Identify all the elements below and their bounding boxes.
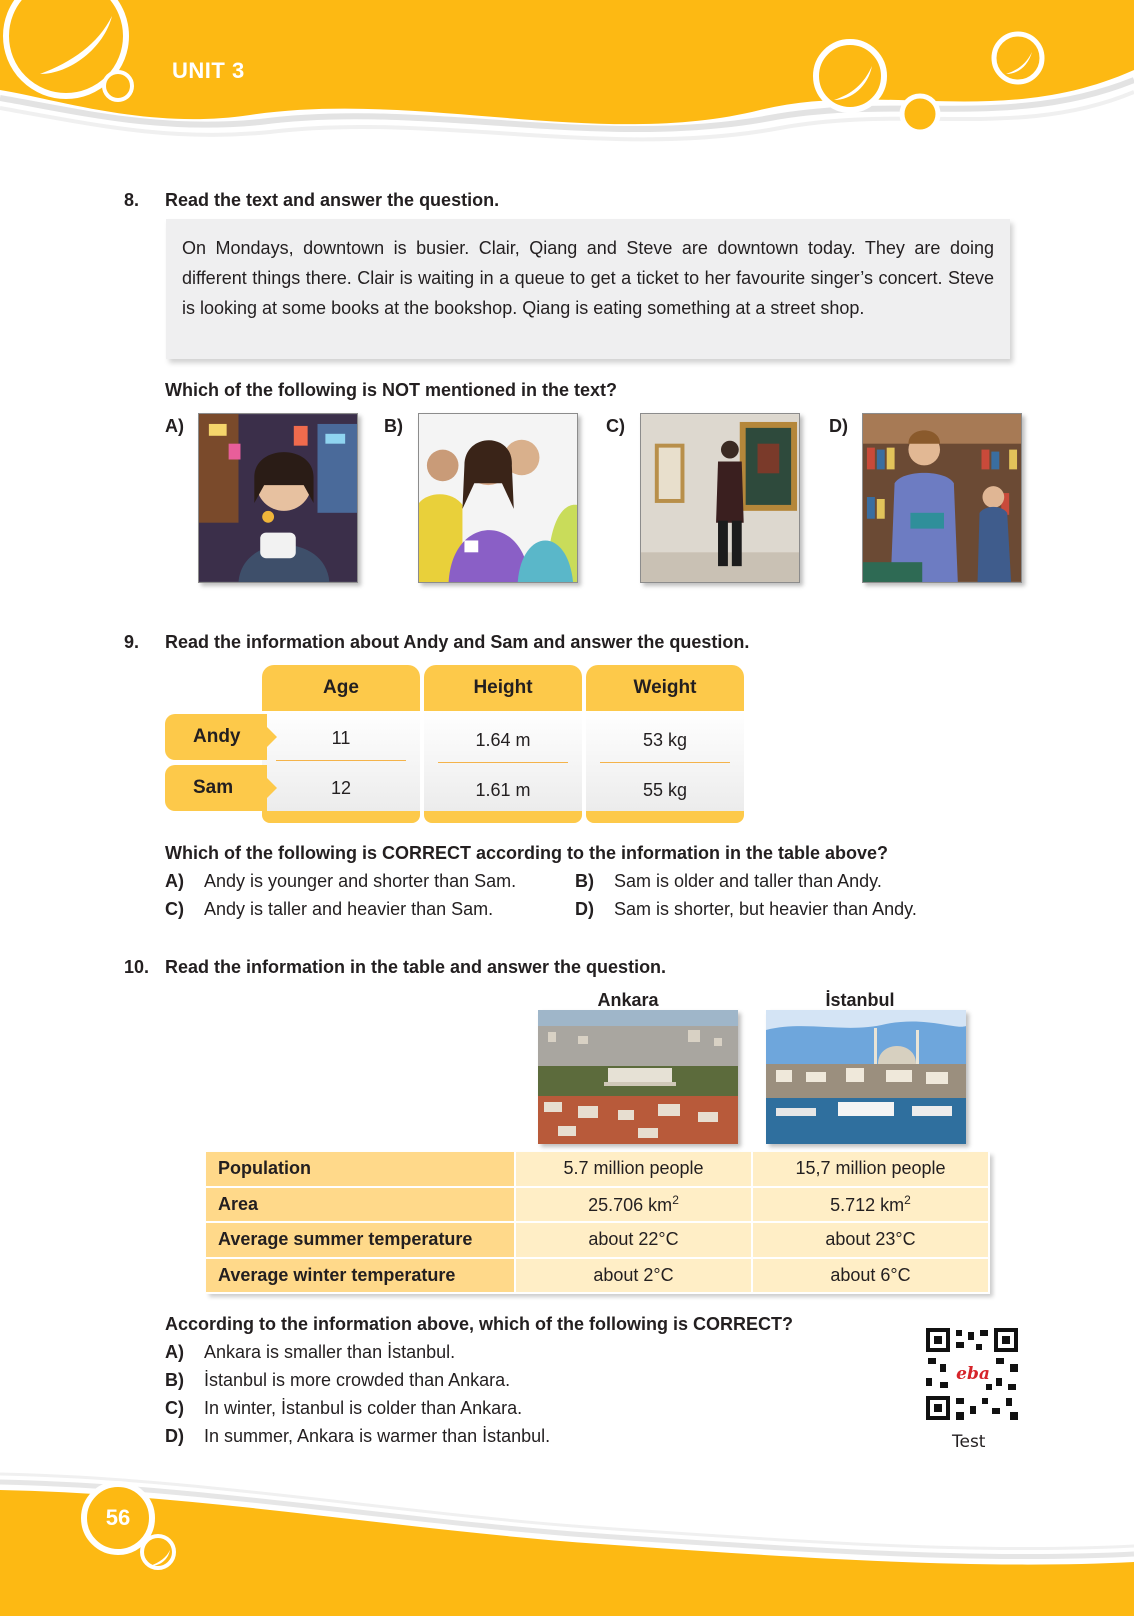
unit-title: UNIT 3: [172, 58, 245, 83]
city-name-ankara: Ankara: [597, 990, 659, 1010]
col-header-weight: Weight: [586, 665, 744, 711]
q10-answer-b-letter[interactable]: B): [165, 1370, 184, 1390]
q10-answer-c-letter[interactable]: C): [165, 1398, 184, 1418]
col-footer: [586, 811, 744, 823]
footer-band: [0, 1470, 1134, 1616]
cell-ankara-summer: about 22°C: [516, 1223, 753, 1259]
q8-option-b[interactable]: B): [384, 416, 403, 436]
table-row: [206, 1188, 990, 1224]
area-unit-exponent: 2: [672, 1192, 679, 1207]
q9-number: 9.: [124, 632, 140, 652]
cell-ankara-area-value: 25.706 km: [588, 1194, 673, 1215]
col-footer: [262, 811, 420, 823]
col-header-age: Age: [262, 665, 420, 711]
cell-andy-weight: 53 kg: [642, 730, 688, 750]
row-label-sam: Sam: [165, 765, 267, 811]
q10-answer-d[interactable]: In summer, Ankara is warmer than İstanbul.: [204, 1426, 551, 1446]
q8-instruction: Read the text and answer the question.: [165, 190, 500, 210]
photo-street-food[interactable]: [198, 413, 358, 583]
cell-andy-height: 1.64 m: [475, 730, 531, 750]
cell-ankara-winter: about 2°C: [516, 1259, 753, 1295]
photo-queue[interactable]: [418, 413, 578, 583]
q9-answer-b[interactable]: Sam is older and taller than Andy.: [614, 871, 882, 891]
eba-logo: eba: [956, 1364, 990, 1384]
q9-answer-a-letter[interactable]: A): [165, 871, 184, 891]
cell-ankara-population: 5.7 million people: [516, 1152, 753, 1188]
row-divider: [600, 762, 730, 763]
q9-answer-c-letter[interactable]: C): [165, 899, 184, 919]
q10-instruction: Read the information in the table and answer the question.: [165, 957, 667, 977]
q8-option-c[interactable]: C): [606, 416, 625, 436]
row-label-area: Area: [206, 1188, 516, 1224]
row-divider: [276, 760, 406, 761]
cell-sam-age: 12: [330, 778, 352, 798]
city-comparison-table: [206, 1152, 990, 1294]
table-row: [206, 1259, 990, 1295]
table-row: [206, 1152, 990, 1188]
cell-andy-age: 11: [331, 728, 351, 748]
q8-number: 8.: [124, 190, 140, 210]
q9-answer-d-letter[interactable]: D): [575, 899, 594, 919]
row-label-winter: Average winter temperature: [206, 1259, 516, 1295]
q10-answer-d-letter[interactable]: D): [165, 1426, 184, 1446]
table-row: [206, 1223, 990, 1259]
qr-code[interactable]: [926, 1328, 1018, 1420]
q9-instruction: Read the information about Andy and Sam and answer the question.: [165, 632, 750, 652]
cell-sam-height: 1.61 m: [475, 780, 531, 800]
page-number: 56: [105, 1505, 131, 1530]
q9-question: Which of the following is CORRECT according to the information in the table above?: [165, 843, 889, 863]
photo-museum[interactable]: [640, 413, 800, 583]
q10-answer-a[interactable]: Ankara is smaller than İstanbul.: [204, 1342, 456, 1362]
city-name-istanbul: İstanbul: [825, 990, 895, 1010]
q10-number: 10.: [124, 957, 150, 977]
q9-answer-c[interactable]: Andy is taller and heavier than Sam.: [204, 899, 494, 919]
row-label-summer: Average summer temperature: [206, 1223, 516, 1259]
q9-answer-d[interactable]: Sam is shorter, but heavier than Andy.: [614, 899, 917, 919]
row-label-andy: Andy: [165, 714, 267, 760]
row-divider: [438, 762, 568, 763]
header-band: [0, 0, 1134, 160]
cell-istanbul-area-value: 5.712 km: [830, 1194, 905, 1215]
cell-istanbul-area: [753, 1188, 990, 1224]
col-footer: [424, 811, 582, 823]
q8-option-d[interactable]: D): [829, 416, 848, 436]
q9-answer-b-letter[interactable]: B): [575, 871, 594, 891]
q10-answer-a-letter[interactable]: A): [165, 1342, 184, 1362]
q8-question: Which of the following is NOT mentioned in the text?: [165, 380, 617, 400]
q9-answer-a[interactable]: Andy is younger and shorter than Sam.: [204, 871, 517, 891]
cell-istanbul-summer: about 23°C: [753, 1223, 990, 1259]
col-header-height: Height: [424, 665, 582, 711]
cell-istanbul-population: 15,7 million people: [753, 1152, 990, 1188]
cell-istanbul-winter: about 6°C: [753, 1259, 990, 1295]
reading-passage: On Mondays, downtown is busier. Clair, Qiang and Steve are downtown today. They are doing different things there. Clair is waiting in a queue to get a ticket to her favourite singer’s concert. Steve is looking at some books at the bookshop. Qiang is eating something at a street shop.: [166, 219, 1010, 359]
q8-option-a[interactable]: A): [165, 416, 184, 436]
q10-answer-b[interactable]: İstanbul is more crowded than Ankara.: [204, 1370, 511, 1390]
area-unit-exponent: 2: [904, 1192, 911, 1207]
photo-bookshop[interactable]: [862, 413, 1022, 583]
cell-sam-weight: 55 kg: [642, 780, 688, 800]
qr-caption: Test: [952, 1432, 986, 1452]
photo-istanbul: [766, 1010, 966, 1144]
cell-ankara-area: [516, 1188, 753, 1224]
row-label-population: Population: [206, 1152, 516, 1188]
q10-answer-c[interactable]: In winter, İstanbul is colder than Ankara.: [204, 1398, 523, 1418]
q10-question: According to the information above, which of the following is CORRECT?: [165, 1314, 793, 1334]
photo-ankara: [538, 1010, 738, 1144]
